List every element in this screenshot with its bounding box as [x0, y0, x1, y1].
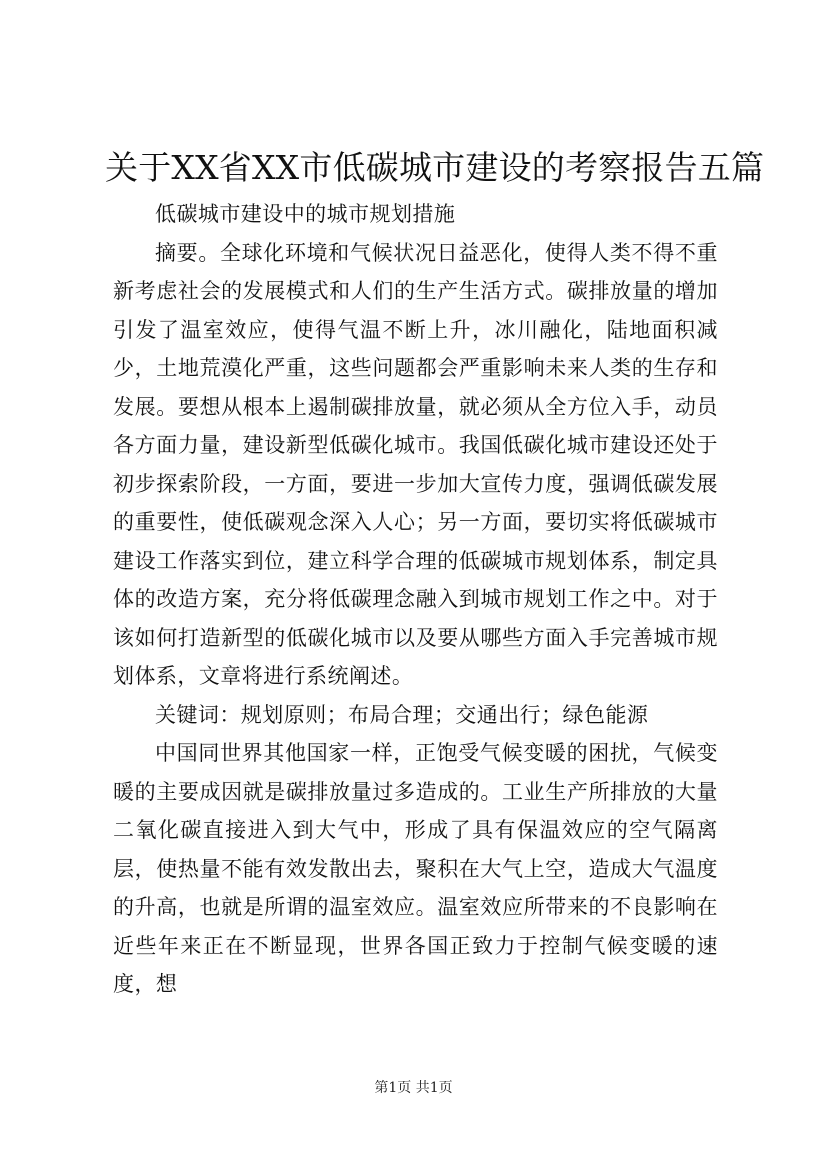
section-heading: 低碳城市建设中的城市规划措施 — [155, 202, 456, 226]
page-number-footer: 第1页 共1页 — [374, 1080, 453, 1096]
keywords-paragraph: 关键词：规划原则；布局合理；交通出行；绿色能源 — [155, 702, 649, 727]
document-title: 关于XX省XX市低碳城市建设的考察报告五篇 — [105, 148, 765, 187]
abstract-paragraph: 摘要。全球化环境和气候状况日益恶化，使得人类不得不重新考虑社会的发展模式和人们的生产生活方式。碳排放量的增加引发了温室效应，使得气温不断上升，冰川融化，陆地面积减少，土地荒漠化严重，这些问题都会严重影响未来人类的生存和发展。要想从根本上遏制碳排放量，就必须从全方位入手，动员各方面力量，建设新型低碳化城市。我国低碳化城市建设还处于初步探索阶段，一方面，要进一步加大宣传力度，强调低碳发展的重要性，使低碳观念深入人心；另一方面，要切实将低碳城市建设工作落实到位，建立科学合理的低碳城市规划体系，制定具体的改造方案，充分将低碳理念融入到城市规划工作之中。对于该如何打造新型的低碳化城市以及要从哪些方面入手完善城市规划体系，文章将进行系统阐述。 — [113, 240, 718, 688]
body-paragraph: 中国同世界其他国家一样，正饱受气候变暖的困扰，气候变暖的主要成因就是碳排放量过多造成的。工业生产所排放的大量二氧化碳直接进入到大气中，形成了具有保温效应的空气隔离层，使热量不能有效发散出去，聚积在大气上空，造成大气温度的升高，也就是所谓的温室效应。温室效应所带来的不良影响在近些年来正在不断显现，世界各国正致力于控制气候变暖的速度，想 — [113, 741, 718, 996]
document-body — [113, 195, 718, 1004]
